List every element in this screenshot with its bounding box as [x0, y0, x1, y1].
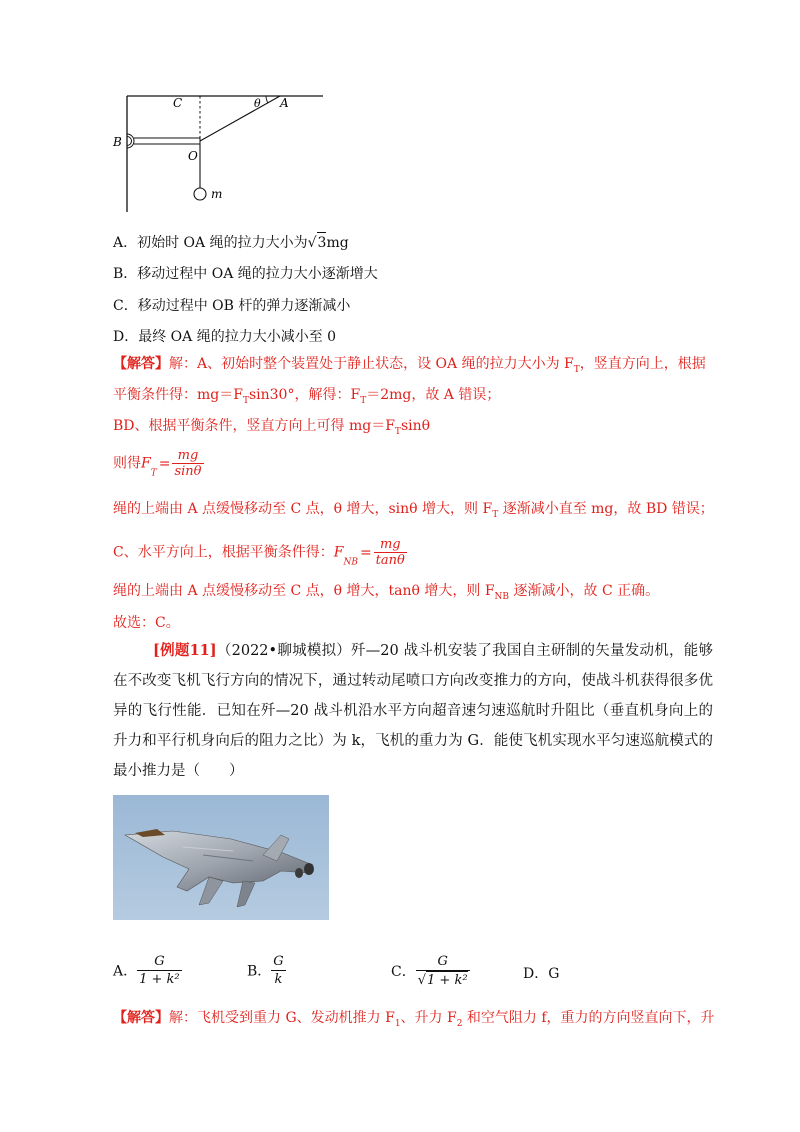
label-o: O: [188, 149, 198, 163]
option-c: C．移动过程中 OB 杆的弹力逐渐减小: [113, 298, 351, 314]
label-a: A: [280, 96, 289, 110]
label-m: m: [211, 187, 223, 201]
example-tag: [例题11]: [153, 642, 217, 659]
answer1-line6: C、水平方向上，根据平衡条件得：$F_{NB}=$ $\frac{mg}{\tan\theta}$: [113, 537, 405, 568]
option-d: D．最终 OA 绳的拉力大小减小至 0: [113, 329, 337, 345]
answer-tag: 【解答】: [113, 1010, 169, 1026]
q2-options: [113, 953, 713, 1003]
answer1-line2: 平衡条件得：$mg=F_T\sin 30^\circ$，解得：$F_T=2mg$，故 A 错误；: [113, 387, 501, 406]
answer1-line4: 则得$F_T=$ $\frac{mg}{\sin\theta}$: [113, 448, 202, 479]
q2-option-d: D．G: [523, 966, 560, 982]
answer1-line7: 绳的上端由 A 点缓慢移动至 C 点，θ 增大，tanθ 增大，则 $F_{NB}$ 逐渐减小，故 C 正确。: [113, 583, 660, 602]
j20-fighter-jet-image: [113, 795, 329, 920]
q2-option-a: A． $\frac{G}{\text{1 + k²}}$: [113, 954, 180, 987]
answer-tag: 【解答】: [113, 356, 169, 372]
fraction-mg-sin: $\frac{mg}{\sin\theta}$: [174, 448, 202, 479]
label-c: C: [173, 96, 183, 110]
label-theta: θ: [254, 97, 261, 110]
answer1-line8: 故选：C。: [113, 615, 180, 631]
answer1-line3: BD、根据平衡条件，竖直方向上可得 $mg=F_T\sin\theta$: [113, 418, 431, 437]
option-a: A．初始时 OA 绳的拉力大小为√3mg: [113, 232, 349, 253]
fraction-g-1k2: $\frac{G}{\text{1 + k²}}$: [139, 954, 180, 987]
label-b: B: [113, 135, 122, 149]
fraction-g-sqrt: $\frac{G}{\text{√1 + k²}}$: [417, 954, 468, 988]
option-b: B．移动过程中 OA 绳的拉力大小逐渐增大: [113, 266, 378, 282]
sqrt-sign: √: [307, 235, 317, 251]
rope-rod-diagram: [110, 88, 330, 213]
q2-option-c: C． $\frac{G}{\text{√1 + k²}}$: [391, 954, 468, 988]
example11-text: [例题11]（2022•聊城模拟）歼—20 战斗机安装了我国自主研制的矢量发动机，能够在不改变飞机飞行方向的情况下，通过转动尾喷口方向改变推力的方向，使战斗机获得很多优异的飞行性能．已知在歼—20 战斗机沿水平方向超音速匀速巡航时升阻比（垂直机身向上的升力和平行机身向后的阻力之比）为 k，飞机的重力为 G．能使飞机实现水平匀速巡航模式的最小推力是（ ）: [113, 642, 713, 779]
answer2-line1: 【解答】解：飞机受到重力 G、发动机推力 $F_1$、升力 $F_2$ 和空气阻力 f，重力的方向竖直向下，升: [113, 1010, 715, 1029]
answer1-line5: 绳的上端由 A 点缓慢移动至 C 点，θ 增大，sinθ 增大，则 $F_T$ 逐渐减小直至 mg，故 BD 错误；: [113, 501, 714, 520]
fraction-g-k: $\frac{G}{k}$: [273, 954, 284, 987]
q2-option-b: B． $\frac{G}{k}$: [247, 954, 284, 987]
fraction-mg-tan: $\frac{mg}{\tan\theta}$: [375, 537, 405, 568]
sqrt-sign: √: [417, 973, 427, 988]
answer1-line1: 【解答】解：A、初始时整个装置处于静止状态，设 OA 绳的拉力大小为 $F_T$，竖直方向上，根据: [113, 356, 706, 375]
